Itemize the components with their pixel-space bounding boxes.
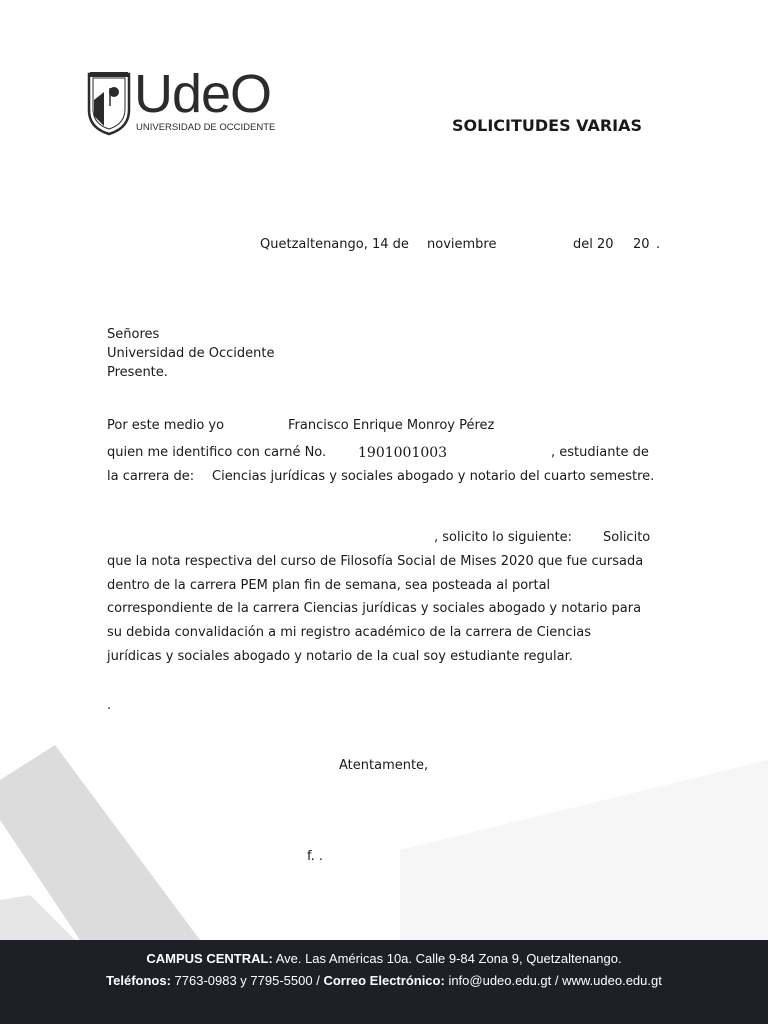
career-prefix: la carrera de:: [107, 469, 195, 484]
page-footer: [0, 940, 768, 1024]
dateline-year-prefix: del 20: [573, 237, 614, 252]
dateline-year-suffix: 20: [633, 237, 650, 252]
signature-line: f. .: [307, 849, 324, 864]
request-line-2: dentro de la carrera PEM plan fin de semana, sea posteada al portal: [107, 578, 551, 593]
career-value: Ciencias jurídicas y sociales abogado y notario del cuarto semestre.: [212, 469, 655, 484]
request-dot: .: [107, 698, 112, 713]
intro-prefix: Por este medio yo: [107, 418, 225, 433]
recipient-line-1: Señores: [107, 327, 160, 342]
footer-phones: 7763-0983 y 7795-5500 /: [174, 973, 320, 988]
decorative-background: [0, 700, 768, 940]
dateline-end: .: [656, 237, 661, 252]
recipient-line-2: Universidad de Occidente: [107, 346, 275, 361]
student-name: Francisco Enrique Monroy Pérez: [288, 418, 495, 433]
dateline-month: noviembre: [427, 237, 497, 252]
udeo-logo: [86, 64, 276, 138]
shield-crest-icon: [86, 70, 132, 136]
footer-campus-line: [0, 951, 768, 966]
dateline-city: Quetzaltenango, 14 de: [260, 237, 409, 252]
footer-email-label: Correo Electrónico:: [323, 973, 445, 988]
recipient-line-3: Presente.: [107, 365, 168, 380]
logo-wordmark: UdeO: [134, 64, 272, 124]
logo-subtext: UNIVERSIDAD DE OCCIDENTE: [136, 122, 276, 133]
footer-contact-line: [0, 973, 768, 988]
document-title: SOLICITUDES VARIAS: [452, 116, 643, 135]
request-line-5: jurídicas y sociales abogado y notario de la cual soy estudiante regular.: [107, 649, 573, 664]
footer-campus-label: CAMPUS CENTRAL:: [146, 951, 273, 966]
carne-prefix: quien me identifico con carné No.: [107, 445, 327, 460]
request-lead-word: Solicito: [603, 530, 651, 545]
carne-number: 1901001003: [358, 445, 448, 461]
request-line-3: correspondiente de la carrera Ciencias jurídicas y sociales abogado y notario para: [107, 601, 642, 616]
request-line-1: que la nota respectiva del curso de Filosofía Social de Mises 2020 que fue cursada: [107, 554, 644, 569]
request-line-4: su debida convalidación a mi registro académico de la carrera de Ciencias: [107, 625, 592, 640]
footer-campus-address: Ave. Las Américas 10a. Calle 9-84 Zona 9, Quetzaltenango.: [275, 951, 622, 966]
footer-phones-label: Teléfonos:: [106, 973, 171, 988]
footer-email-web: info@udeo.edu.gt / www.udeo.edu.gt: [448, 973, 662, 988]
student-suffix: , estudiante de: [551, 445, 649, 460]
closing-greeting: Atentamente,: [339, 758, 429, 773]
request-lead: , solicito lo siguiente:: [434, 530, 573, 545]
